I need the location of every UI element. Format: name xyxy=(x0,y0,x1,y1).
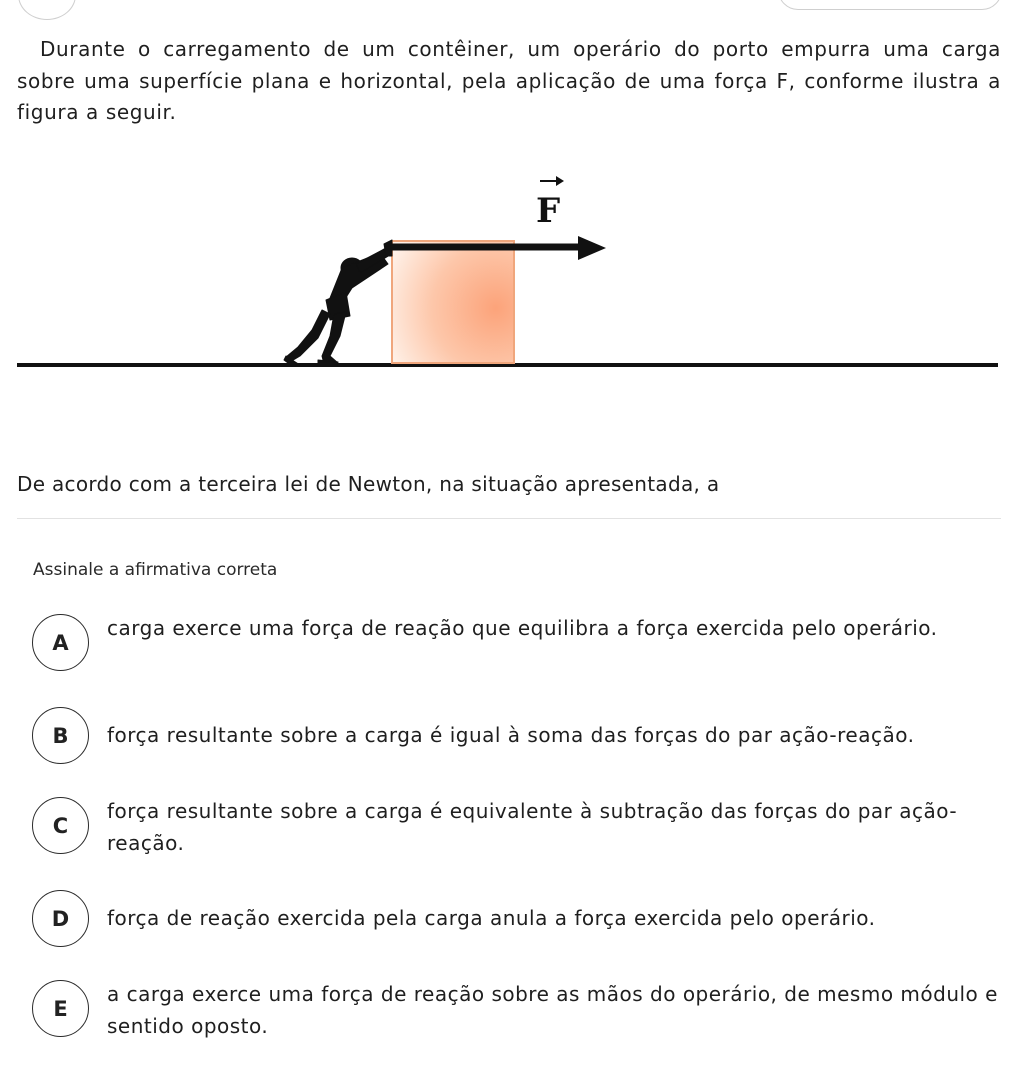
option-e-letter[interactable]: E xyxy=(32,980,89,1037)
question-statement: Durante o carregamento de um contêiner, um operário do porto empurra uma carga sobre uma superfície plana e horizontal, pela aplicação de uma força F, conforme ilustra a figura a seguir. xyxy=(17,37,1001,124)
force-label xyxy=(536,176,564,231)
instruction-text: Assinale a afirmativa correta xyxy=(33,560,278,580)
option-a-text[interactable]: carga exerce uma força de reação que equilibra a força exercida pelo operário. xyxy=(107,616,938,640)
cargo-box xyxy=(392,241,514,363)
physics-figure xyxy=(0,160,1031,380)
option-b-letter[interactable]: B xyxy=(32,707,89,764)
option-c-text[interactable]: força resultante sobre a carga é equivalente à subtração das forças do par ação-reação. xyxy=(107,799,958,855)
option-e-text[interactable]: a carga exerce uma força de reação sobre as mãos do operário, de mesmo módulo e sentido oposto. xyxy=(107,982,998,1038)
top-controls xyxy=(0,0,1031,22)
force-arrow-head xyxy=(578,236,606,260)
option-d-letter[interactable]: D xyxy=(32,890,89,947)
divider xyxy=(17,518,1001,519)
option-a-letter[interactable]: A xyxy=(32,614,89,671)
worker-silhouette xyxy=(284,240,392,366)
option-c-letter[interactable]: C xyxy=(32,797,89,854)
option-b-text[interactable]: força resultante sobre a carga é igual à soma das forças do par ação-reação. xyxy=(107,723,915,747)
force-label-letter: F xyxy=(536,191,561,231)
previous-button[interactable] xyxy=(18,0,76,20)
toolbar-pill[interactable] xyxy=(778,0,1002,10)
question-prompt: De acordo com a terceira lei de Newton, na situação apresentada, a xyxy=(17,472,720,496)
option-d-text[interactable]: força de reação exercida pela carga anula a força exercida pelo operário. xyxy=(107,906,876,930)
